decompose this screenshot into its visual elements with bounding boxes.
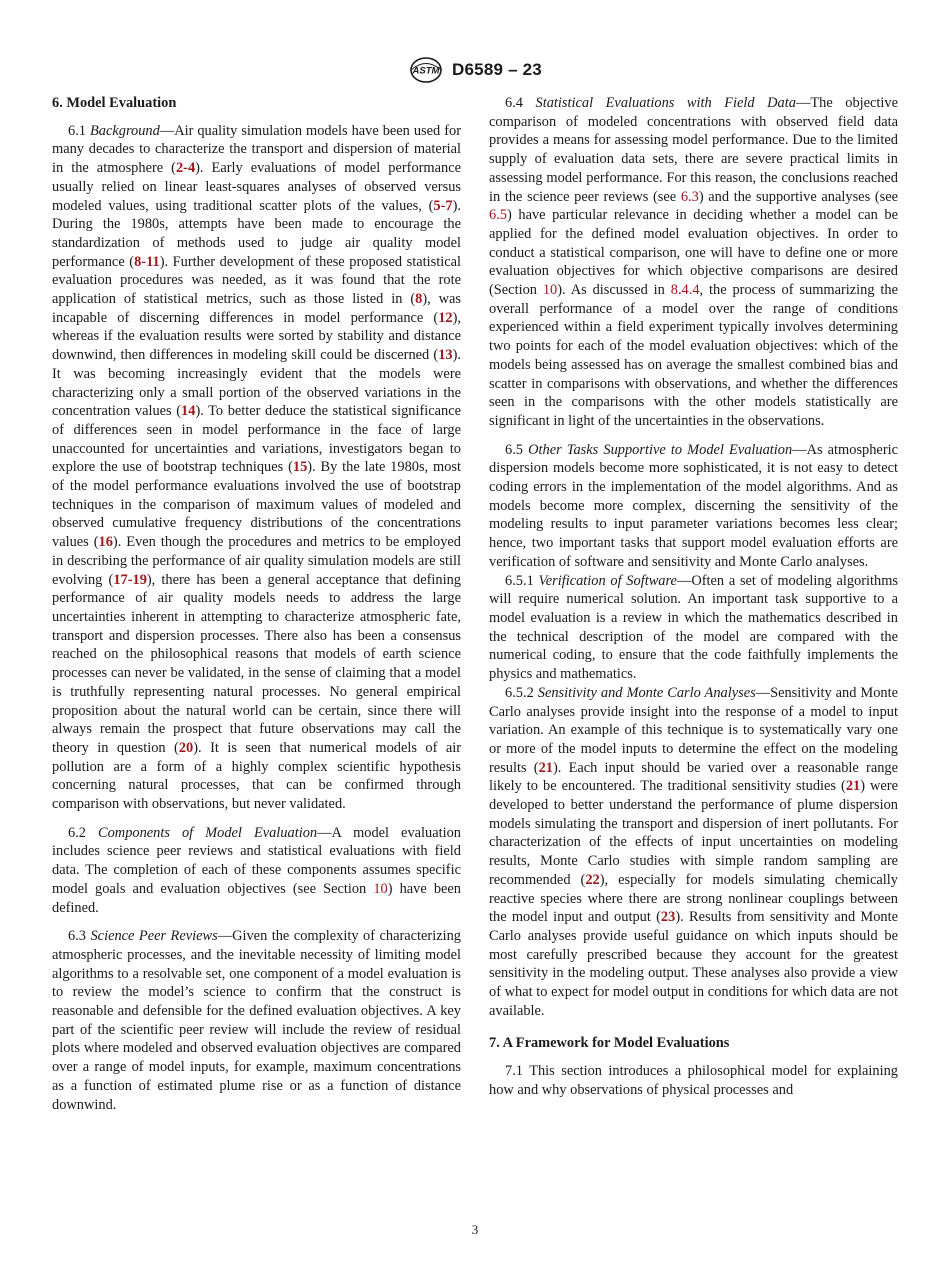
citation-link[interactable]: 23: [660, 909, 676, 926]
citation-link[interactable]: 22: [585, 871, 600, 888]
section-6-title: 6. Model Evaluation: [52, 95, 177, 111]
section-reference-link[interactable]: 8.4.4: [670, 282, 700, 299]
citation-link[interactable]: 15: [292, 459, 308, 476]
citation-link[interactable]: 8-11: [134, 253, 160, 270]
citation-link[interactable]: 13: [438, 347, 453, 364]
citation-link[interactable]: 20: [178, 739, 194, 756]
section-reference-link[interactable]: 6.3: [680, 188, 699, 205]
paragraph-6-5: 6.5 Other Tasks Supportive to Model Evaluation—As atmospheric dispersion models become more sophisticated, it is not easy to detect coding errors in the implementation of the model algorithms. And as models become more complex, discerning the sensitivity of the modeling results to input parameter variations becomes less clear; hence, two important tasks that support model evaluation efforts are verification of software and sensitivity and Monte Carlo analyses.: [489, 441, 898, 570]
svg-text:ASTM: ASTM: [412, 65, 440, 77]
right-column: [489, 94, 898, 1100]
citation-link[interactable]: 12: [438, 309, 453, 326]
document-designation: D6589 – 23: [452, 60, 542, 79]
citation-link[interactable]: 2-4: [175, 160, 196, 177]
section-reference-link[interactable]: 10: [373, 880, 388, 897]
clause-number: 6.3: [68, 928, 86, 945]
clause-heading: Components of Model Evaluation: [98, 824, 318, 841]
citation-link[interactable]: 17-19: [113, 571, 147, 588]
clause-heading: Background: [89, 122, 160, 139]
paragraph-6-4: 6.4 Statistical Evaluations with Field Data—The objective comparison of modeled concentrations with observed field data provides a means for assessing model performance. Due to the limited supply of evaluation data sets, there are severe practical limits in assessing model performance. For this reason, the conclusions reached in the science peer reviews (see 6.3) and the supportive analyses (see 6.5) have particular relevance in deciding whether a model can be applied for the defined model evaluation objectives. In order to conduct a statistical comparison, one will have to define one or more evaluation objectives for which objective comparisons are desired (Section 10). As discussed in 8.4.4, the process of summarizing the overall performance of a model over the range of conditions experienced within a field experiment typically involves determining two points for each of the model evaluation objectives: which of the models being assessed has on average the smallest combined bias and scatter in comparisons with observations, and whether the differences seen in the comparisons with the other models statistically are significant in light of the uncertainties in the observations.: [489, 95, 899, 429]
clause-heading: Science Peer Reviews: [90, 928, 218, 945]
paragraph-6-1: 6.1 Background—Air quality simulation models have been used for many decades to characterize the transport and dispersion of material in the atmosphere (2-4). Early evaluations of model performance usually relied on linear least-squares analyses of observed versus modeled values, using traditional scatter plots of the values, (5-7). During the 1980s, attempts have been made to encourage the standardization of methods used to judge air quality model performance (8-11). Further development of these proposed statistical evaluation procedures was needed, as it was found that the rote application of statistical metrics, such as those listed in (8), was incapable of discerning differences in model performance (12), whereas if the evaluation results were sorted by stability and distance downwind, then differences in modeling skill could be discerned (13). It was becoming increasingly evident that the models were characterizing only a small portion of the observed variations in the concentration values (14). To better deduce the statistical significance of differences seen in model performance in the face of large unaccounted for uncertainties and variations, investigators began to explore the use of bootstrap techniques (15). By the late 1980s, most of the model performance evaluations involved the use of bootstrap techniques in the comparison of maximum values of modeled and observed cumulative frequency distributions of the concentrations values (16). Even though the procedures and metrics to be employed in describing the performance of air quality simulation models are still evolving (17-19), there has been a general acceptance that defining performance of air quality models needs to address the large uncertainties inherent in attempting to characterize atmospheric fate, transport and dispersion processes. There also has been a consensus reached on the philosophical reasons that models of earth science processes can never be validated, in the sense of claiming that a model is truthfully representing natural processes. No general empirical proposition about the natural world can be certain, since there will always remain the prospect that future observations may call the theory in question (20). It is seen that numerical models of air pollution are a form of a highly complex scientific hypothesis concerning natural processes, that can be confirmed through comparison with observations, but never validated.: [52, 122, 462, 813]
left-column: [52, 94, 461, 1114]
clause-number: 6.5: [505, 441, 523, 458]
clause-number: 6.1: [68, 122, 86, 139]
paragraph-6-2: 6.2 Components of Model Evaluation—A model evaluation includes science peer reviews and statistical evaluations with field data. The completion of each of these components assumes specific model goals and evaluation objectives (see Section 10) have been defined.: [52, 824, 461, 916]
citation-link[interactable]: 21: [538, 759, 553, 776]
clause-heading: Other Tasks Supportive to Model Evaluation: [528, 441, 793, 458]
citation-link[interactable]: 21: [845, 778, 861, 795]
clause-number: 6.5.1: [505, 572, 534, 589]
section-7-title: 7. A Framework for Model Evaluations: [489, 1035, 730, 1052]
page-number: 3: [471, 1222, 479, 1237]
paragraph-6-5-1: 6.5.1 Verification of Software—Often a set of modeling algorithms will require numerical solution. An important task supportive to a model evaluation is a review in which the mathematics described in the technical description of the model are compared with the numerical coding, to ensure that the code faithfully implements the physics and mathematics.: [489, 572, 899, 683]
clause-number: 6.2: [68, 824, 86, 841]
clause-number: 7.1: [505, 1063, 523, 1080]
paragraph-6-5-2: 6.5.2 Sensitivity and Monte Carlo Analyses—Sensitivity and Monte Carlo analyses provide insight into the response of a model to input variation. An example of this technique is to systematically vary one or more of the model inputs to determine the effect on the modeling results (21). Each input should be varied over a reasonable range likely to be encountered. The traditional sensitivity studies (21) were developed to better understand the performance of plume dispersion models simulating the transport and dispersion of inert pollutants. For characterization of the effects of input uncertainties on modeling results, Monte Carlo studies with simple random sampling are recommended (22), especially for models simulating chemically reactive species where there are strong nonlinear couplings between the model input and output (23). Results from sensitivity and Monte Carlo analyses provide useful guidance on which inputs should be most carefully prescribed because they account for the greatest sensitivity in the modeling output. These analyses also provide a view of what to expect for model output in conditions for which data are not available.: [489, 684, 899, 1019]
clause-number: 6.5.2: [505, 684, 534, 701]
citation-link[interactable]: 5-7: [433, 197, 453, 214]
citation-link[interactable]: 14: [181, 403, 196, 420]
page-header: [0, 56, 950, 84]
section-reference-link[interactable]: 10: [542, 282, 558, 299]
astm-logo: [408, 56, 444, 84]
citation-link[interactable]: 8: [415, 291, 423, 308]
citation-link[interactable]: 16: [98, 534, 113, 551]
paragraph-6-3: 6.3 Science Peer Reviews—Given the complexity of characterizing atmospheric processes, and the inevitable necessity of limiting model algorithms to a resolvable set, one component of a model evaluation is to review the model’s science to confirm that the construct is reasonable and defensible for the defined evaluation objectives. A key part of the scientific peer review will include the review of residual plots where modeled and observed evaluation objectives are compared over a range of model inputs, for example, maximum concentrations as a function of estimated plume rise or as a function of distance downwind.: [52, 928, 461, 1113]
clause-heading: Verification of Software: [538, 572, 677, 589]
paragraph-7-1: 7.1 This section introduces a philosophical model for explaining how and why observations of physical processes and: [489, 1063, 898, 1098]
section-reference-link[interactable]: 6.5: [489, 207, 507, 224]
clause-number: 6.4: [505, 95, 523, 111]
clause-heading: Sensitivity and Monte Carlo Analyses: [537, 684, 756, 701]
clause-heading: Statistical Evaluations with Field Data: [535, 95, 796, 111]
